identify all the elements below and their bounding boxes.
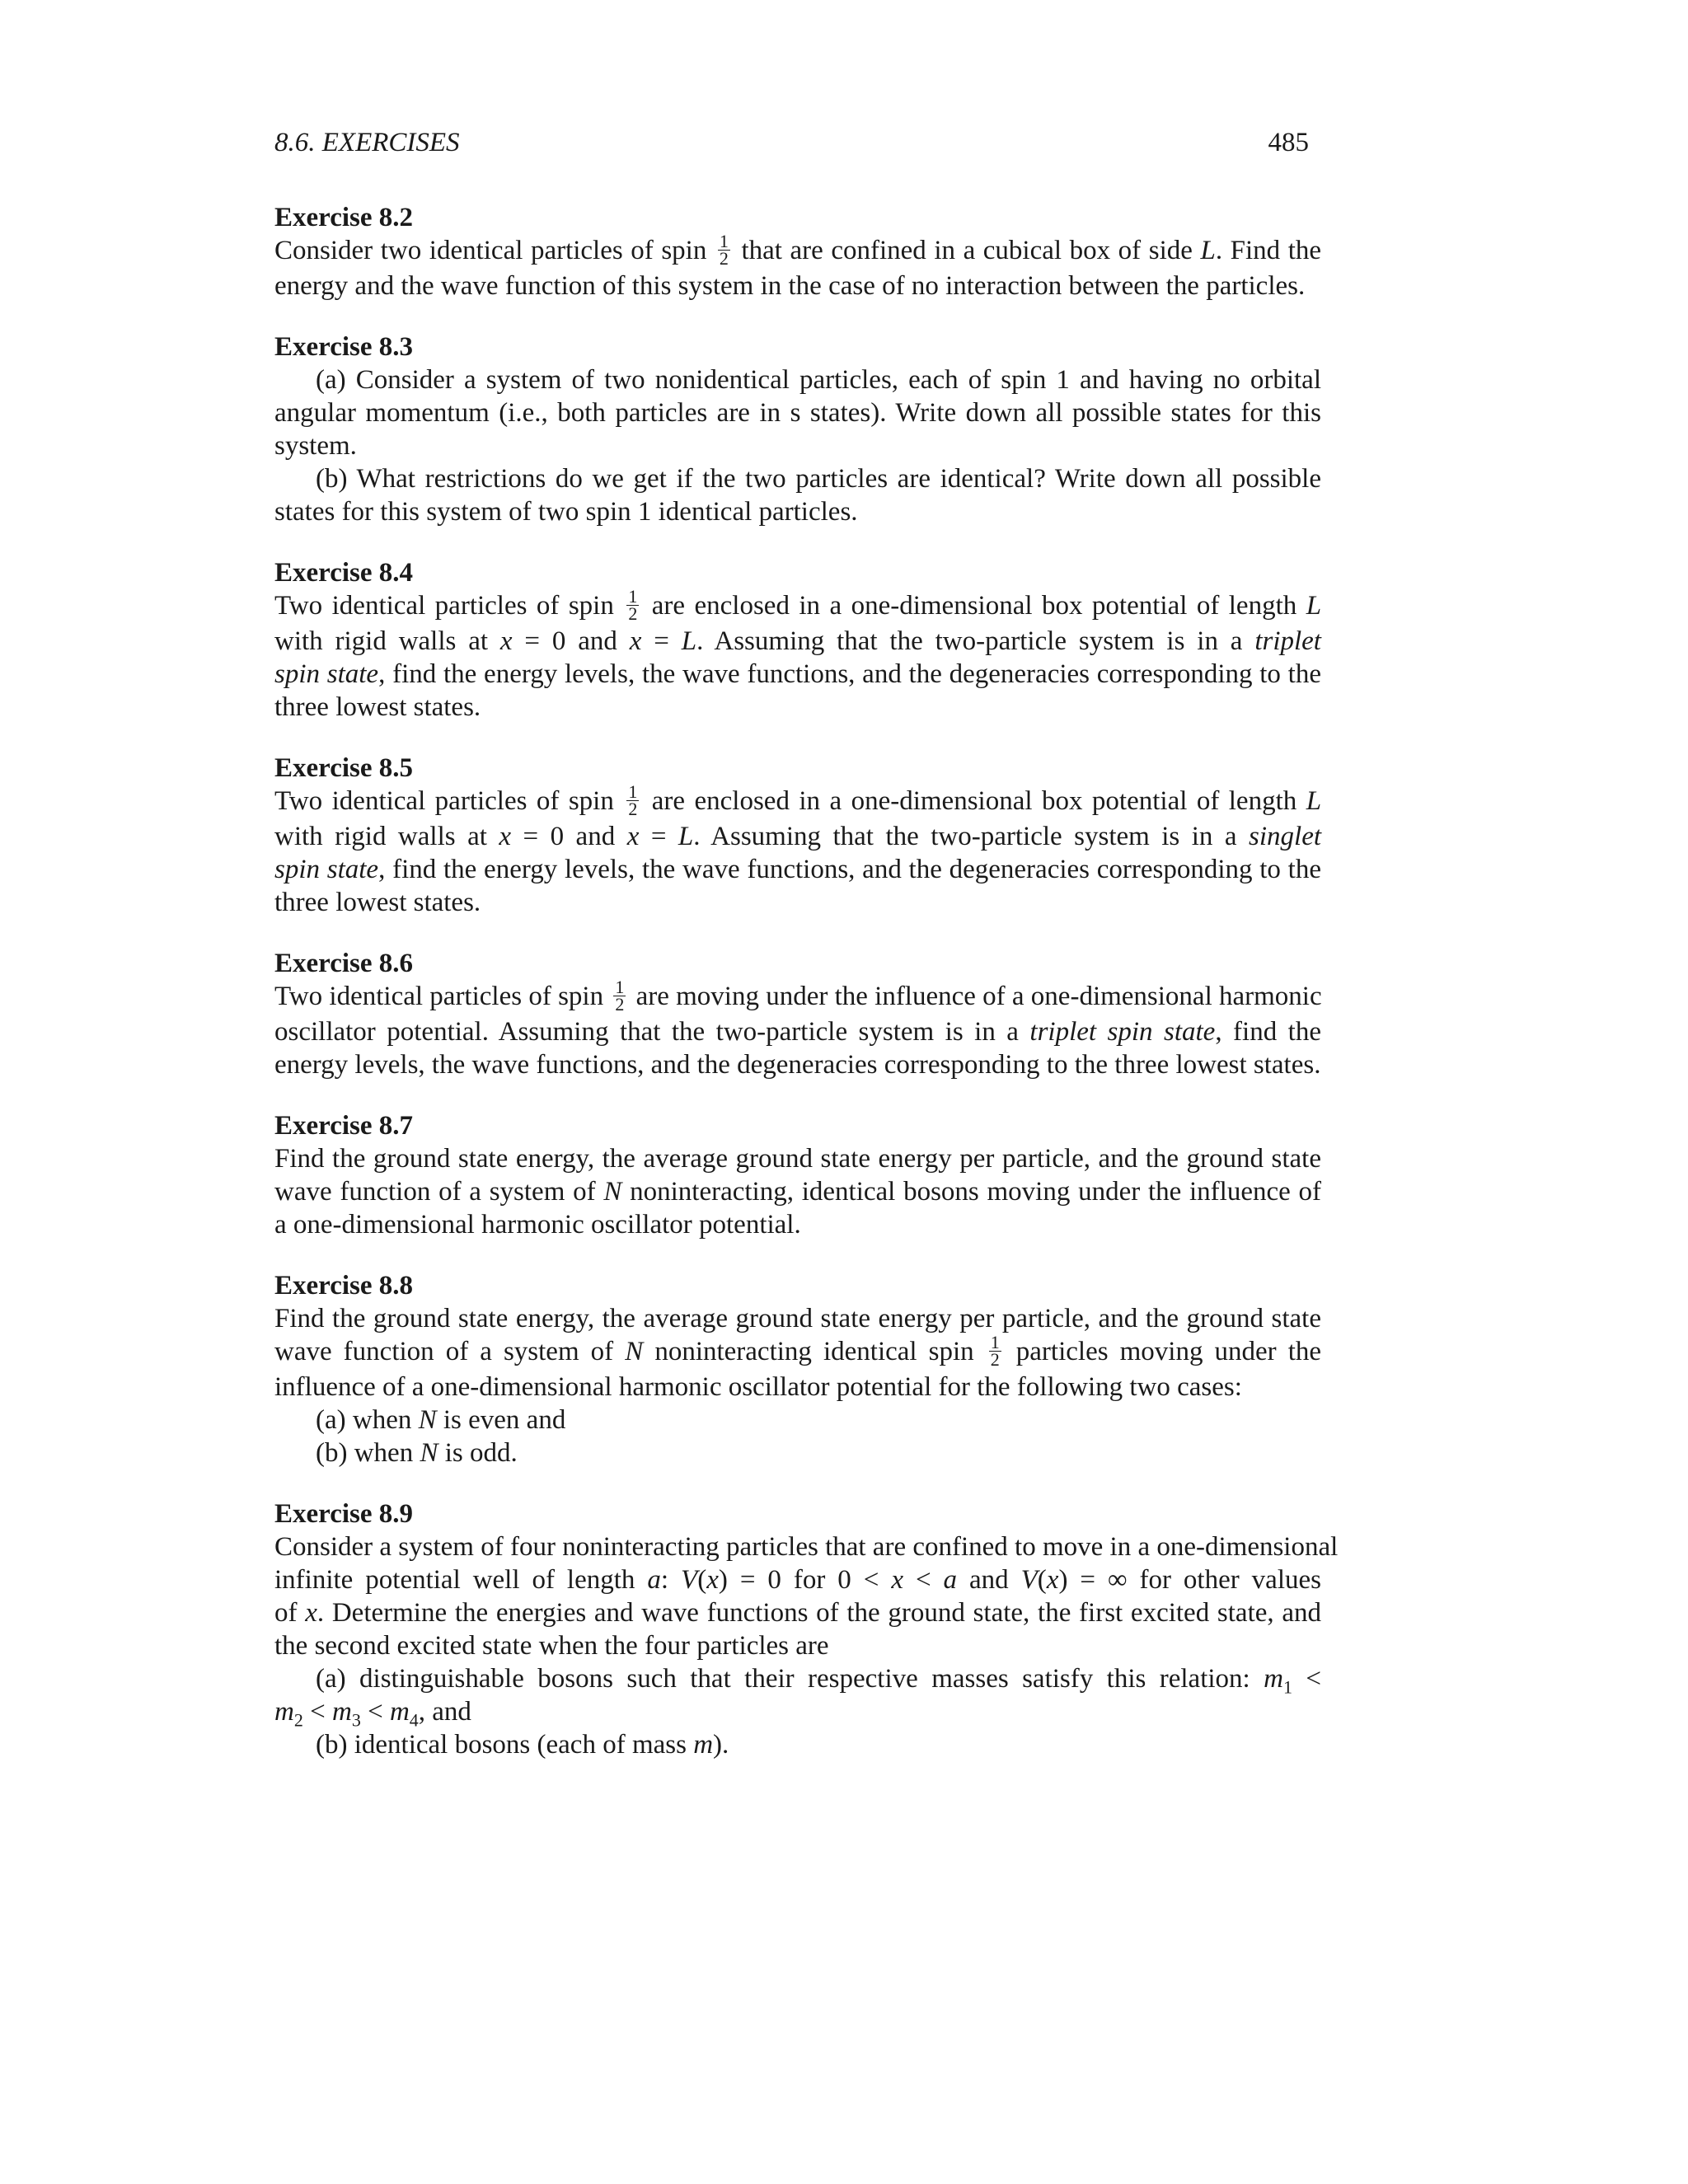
text-line: Two identical particles of spin $\frac{1}{2}$ are enclosed in a one-dimensional box potential of length L [274,585,1322,624]
text-line: infinite potential well of length a: V(x) = 0 for 0 < x < a and V(x) = ∞ for other values [274,1564,1321,1595]
text-line: the second excited state when the four particles are [274,1630,829,1661]
text-line: energy levels, the wave functions, and the degeneracies corresponding to the three lowest states. [274,1049,1321,1080]
running-head [274,124,1309,162]
exercise-8-9 [274,1497,1339,1761]
exercise-title: Exercise 8.5 [274,752,414,783]
fraction-one-half: $\frac{1}{2}$ [615,976,625,1015]
exercise-8-4 [274,556,1321,724]
text-line: Consider two identical particles of spin $\frac{1}{2}$ that are confined in a cubical box of side L. Find the [274,230,1322,269]
exercise-title: Exercise 8.7 [274,1110,414,1141]
text-line: three lowest states. [274,691,481,722]
text-line: oscillator potential. Assuming that the two-particle system is in a triplet spin state, find the [274,1016,1321,1047]
exercise-title: Exercise 8.3 [274,331,414,362]
exercise-8-8 [274,1269,1321,1469]
text-line: Two identical particles of spin $\frac{1}{2}$ are moving under the influence of a one-dimensional harmonic [274,976,1322,1015]
exercise-8-6 [274,947,1321,1081]
text-line: energy and the wave function of this system in the case of no interaction between the particles. [274,270,1306,301]
fraction-one-half: $\frac{1}{2}$ [628,585,638,624]
text-line: spin state, find the energy levels, the wave functions, and the degeneracies corresponding to the [274,658,1321,689]
text-line: (a) distinguishable bosons such that their respective masses satisfy this relation: $m_1$ < [316,1663,1322,1698]
text-line: wave function of a system of N noninteracting, identical bosons moving under the influence of [274,1176,1322,1207]
page-number: 485 [1268,128,1309,157]
text-line: Find the ground state energy, the average ground state energy per particle, and the ground state [274,1303,1321,1333]
fraction-one-half: $\frac{1}{2}$ [990,1331,1000,1370]
exercise-title: Exercise 8.6 [274,948,414,978]
exercise-8-2 [274,201,1321,302]
text-line: spin state, find the energy levels, the wave functions, and the degeneracies corresponding to the [274,854,1321,884]
exercise-8-5 [274,752,1321,919]
fraction-one-half: $\frac{1}{2}$ [628,780,638,819]
exercise-title: Exercise 8.9 [274,1498,414,1529]
text-line: (b) when N is odd. [316,1437,518,1468]
text-line: with rigid walls at x = 0 and x = L. Assuming that the two-particle system is in a singlet [274,821,1322,851]
text-line: of x. Determine the energies and wave functions of the ground state, the first excited state, and [274,1597,1322,1628]
text-line: (a) Consider a system of two nonidentical particles, each of spin 1 and having no orbital [316,364,1321,395]
exercise-8-3 [274,330,1321,528]
text-line: Find the ground state energy, the average ground state energy per particle, and the ground state [274,1143,1321,1174]
text-line: Two identical particles of spin $\frac{1}{2}$ are enclosed in a one-dimensional box potential of length L [274,780,1322,819]
exercise-8-7 [274,1109,1321,1241]
text-line: (a) when N is even and [316,1404,566,1435]
section-title: 8.6. EXERCISES [274,128,460,157]
text-line: wave function of a system of N noninteracting identical spin $\frac{1}{2}$ particles moving under the [274,1331,1322,1370]
text-line: (b) What restrictions do we get if the two particles are identical? Write down all possible [316,463,1321,494]
text-line: influence of a one-dimensional harmonic oscillator potential for the following two cases: [274,1371,1242,1402]
text-line: with rigid walls at x = 0 and x = L. Assuming that the two-particle system is in a triplet [274,626,1321,656]
text-line: states for this system of two spin 1 identical particles. [274,496,858,527]
text-line: Consider a system of four noninteracting particles that are confined to move in a one-dimensional [274,1531,1339,1562]
text-line: a one-dimensional harmonic oscillator potential. [274,1209,801,1240]
fraction-one-half: $\frac{1}{2}$ [719,230,729,269]
exercise-title: Exercise 8.8 [274,1270,414,1301]
text-line: three lowest states. [274,887,481,917]
text-line: (b) identical bosons (each of mass m). [316,1729,729,1760]
text-line: angular momentum (i.e., both particles are in s states). Write down all possible states for this [274,397,1321,428]
exercise-list [274,201,1339,1789]
text-line: $m_2 < m_3 < m_4$, and [274,1696,471,1731]
exercise-title: Exercise 8.4 [274,557,414,588]
exercise-title: Exercise 8.2 [274,203,414,232]
text-line: system. [274,430,357,461]
